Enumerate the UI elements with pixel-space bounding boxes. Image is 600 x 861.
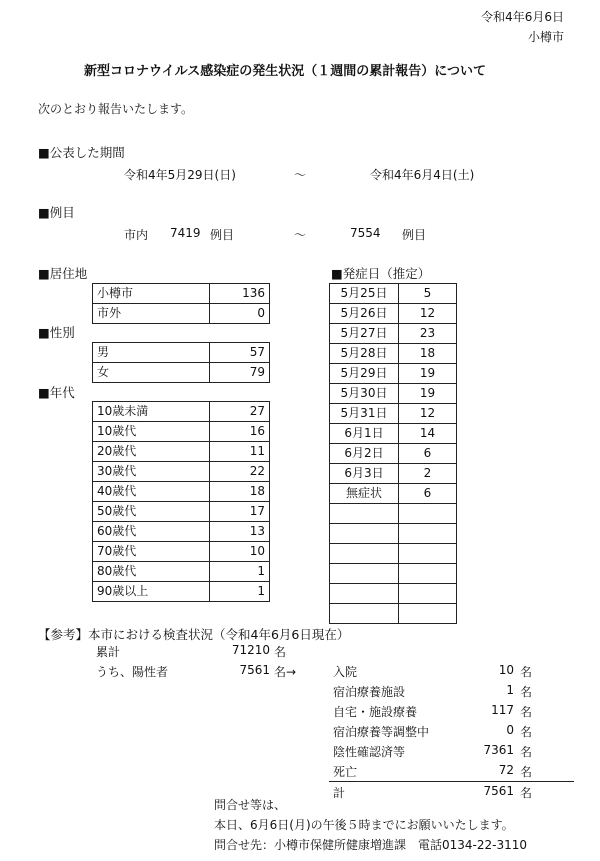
row-value: 2	[399, 464, 457, 484]
row-value: 6	[399, 484, 457, 504]
row-label: 20歳代	[93, 442, 210, 462]
row-label: 5月26日	[330, 304, 399, 324]
page-title: 新型コロナウイルス感染症の発生状況（１週間の累計報告）について	[84, 64, 486, 79]
row-value	[399, 524, 457, 544]
row-value: 79	[210, 363, 270, 383]
table-row	[330, 524, 457, 544]
row-value	[399, 584, 457, 604]
sex-heading: ■性別	[38, 325, 75, 340]
table-row	[330, 424, 457, 444]
sum-rule	[329, 781, 574, 782]
row-value: 6	[399, 444, 457, 464]
row-value	[399, 544, 457, 564]
row-label: 50歳代	[93, 502, 210, 522]
cases-unit2: 例目	[402, 228, 427, 242]
breakdown-label: 陰性確認済等	[333, 745, 406, 759]
row-label: 10歳未満	[93, 402, 210, 422]
cases-prefix: 市内	[124, 228, 149, 242]
row-value: 1	[210, 582, 270, 602]
row-value: 1	[210, 562, 270, 582]
intro-text: 次のとおり報告いたします。	[38, 102, 194, 116]
row-value: 23	[399, 324, 457, 344]
table-row	[330, 564, 457, 584]
sex-table	[92, 342, 270, 383]
report-date: 令和4年6月6日	[481, 10, 564, 24]
row-value: 13	[210, 522, 270, 542]
table-row	[93, 502, 270, 522]
row-label: 5月27日	[330, 324, 399, 344]
positive-label: うち、陽性者	[96, 665, 169, 679]
row-label: 5月30日	[330, 384, 399, 404]
positive-unit: 名→	[274, 665, 297, 679]
issuer: 小樽市	[527, 30, 564, 44]
row-label: 無症状	[330, 484, 399, 504]
row-value: 12	[399, 404, 457, 424]
table-row	[330, 404, 457, 424]
row-label: 5月25日	[330, 284, 399, 304]
breakdown-label: 宿泊療養施設	[333, 685, 406, 699]
breakdown-unit: 名	[520, 765, 533, 779]
onset-heading: ■発症日（推定）	[331, 266, 431, 281]
table-row	[330, 284, 457, 304]
table-row	[330, 604, 457, 624]
row-value: 57	[210, 343, 270, 363]
breakdown-value: 1	[506, 683, 514, 697]
contact-line-3: 問合せ先：小樽市保健所健康増進課 電話0134-22-3110	[214, 838, 528, 852]
breakdown-value: 72	[498, 763, 514, 777]
table-row	[330, 364, 457, 384]
table-row	[330, 584, 457, 604]
table-row	[330, 504, 457, 524]
row-value: 0	[210, 304, 270, 324]
row-value: 16	[210, 422, 270, 442]
table-row	[330, 484, 457, 504]
breakdown-unit: 名	[520, 745, 533, 759]
row-label: 6月1日	[330, 424, 399, 444]
row-value	[399, 504, 457, 524]
table-row	[93, 542, 270, 562]
breakdown-unit: 名	[520, 705, 533, 719]
table-row	[330, 384, 457, 404]
table-row	[93, 363, 270, 383]
cases-to: 7554	[350, 226, 381, 240]
row-value: 19	[399, 384, 457, 404]
breakdown-label: 死亡	[333, 765, 358, 779]
row-label: 70歳代	[93, 542, 210, 562]
row-value: 18	[210, 482, 270, 502]
total-value: 71210	[231, 643, 270, 657]
table-row	[330, 324, 457, 344]
table-row	[330, 304, 457, 324]
total-label: 累計	[96, 645, 121, 659]
row-value	[399, 604, 457, 624]
table-row	[330, 544, 457, 564]
sum-label: 計	[333, 786, 346, 800]
age-heading: ■年代	[38, 385, 75, 400]
row-label: 10歳代	[93, 422, 210, 442]
total-unit: 名	[274, 645, 287, 659]
table-row	[93, 422, 270, 442]
table-row	[330, 444, 457, 464]
table-row	[93, 482, 270, 502]
row-value: 14	[399, 424, 457, 444]
row-label: 5月28日	[330, 344, 399, 364]
row-label	[330, 504, 399, 524]
row-value: 11	[210, 442, 270, 462]
table-row	[330, 344, 457, 364]
row-label: 60歳代	[93, 522, 210, 542]
table-row	[93, 304, 270, 324]
row-value: 12	[399, 304, 457, 324]
row-label: 90歳以上	[93, 582, 210, 602]
cases-tilde: 〜	[294, 228, 307, 242]
row-value: 10	[210, 542, 270, 562]
residence-table	[92, 283, 270, 324]
period-to: 令和4年6月4日(土)	[370, 168, 475, 182]
row-label	[330, 524, 399, 544]
table-row	[93, 582, 270, 602]
row-value: 5	[399, 284, 457, 304]
positive-value: 7561	[239, 663, 270, 677]
breakdown-label: 入院	[333, 665, 358, 679]
cases-from: 7419	[170, 226, 201, 240]
row-value	[399, 564, 457, 584]
breakdown-label: 自宅・施設療養	[333, 705, 418, 719]
row-label	[330, 584, 399, 604]
row-value: 18	[399, 344, 457, 364]
table-row	[93, 562, 270, 582]
row-value: 136	[210, 284, 270, 304]
row-label: 男	[93, 343, 210, 363]
row-label: 市外	[93, 304, 210, 324]
breakdown-value: 7361	[483, 743, 514, 757]
row-label: 6月2日	[330, 444, 399, 464]
row-value: 17	[210, 502, 270, 522]
row-value: 22	[210, 462, 270, 482]
period-tilde: 〜	[294, 168, 307, 182]
row-label: 40歳代	[93, 482, 210, 502]
cases-heading: ■例目	[38, 205, 75, 220]
table-row	[93, 462, 270, 482]
breakdown-unit: 名	[520, 725, 533, 739]
row-label	[330, 544, 399, 564]
breakdown-value: 117	[491, 703, 514, 717]
table-row	[93, 522, 270, 542]
row-value: 27	[210, 402, 270, 422]
onset-table	[329, 283, 457, 624]
table-row	[330, 464, 457, 484]
contact-line-2: 本日、6月6日(月)の午後５時までにお願いいたします。	[214, 818, 514, 832]
breakdown-value: 0	[506, 723, 514, 737]
contact-line-1: 問合せ等は、	[214, 798, 287, 812]
breakdown-unit: 名	[520, 665, 533, 679]
reference-heading: 【参考】本市における検査状況（令和4年6月6日現在）	[38, 627, 350, 642]
row-label: 5月31日	[330, 404, 399, 424]
row-label	[330, 604, 399, 624]
residence-heading: ■居住地	[38, 266, 88, 281]
breakdown-label: 宿泊療養等調整中	[333, 725, 430, 739]
table-row	[93, 442, 270, 462]
cases-unit1: 例目	[210, 228, 235, 242]
row-value: 19	[399, 364, 457, 384]
table-row	[93, 402, 270, 422]
table-row	[93, 284, 270, 304]
row-label: 女	[93, 363, 210, 383]
table-row	[93, 343, 270, 363]
row-label: 30歳代	[93, 462, 210, 482]
row-label	[330, 564, 399, 584]
sum-value: 7561	[483, 784, 514, 798]
sum-unit: 名	[520, 786, 533, 800]
row-label: 5月29日	[330, 364, 399, 384]
period-from: 令和4年5月29日(日)	[124, 168, 236, 182]
period-heading: ■公表した期間	[38, 145, 125, 160]
row-label: 80歳代	[93, 562, 210, 582]
row-label: 小樽市	[93, 284, 210, 304]
age-table	[92, 401, 270, 602]
breakdown-unit: 名	[520, 685, 533, 699]
row-label: 6月3日	[330, 464, 399, 484]
breakdown-value: 10	[498, 663, 514, 677]
